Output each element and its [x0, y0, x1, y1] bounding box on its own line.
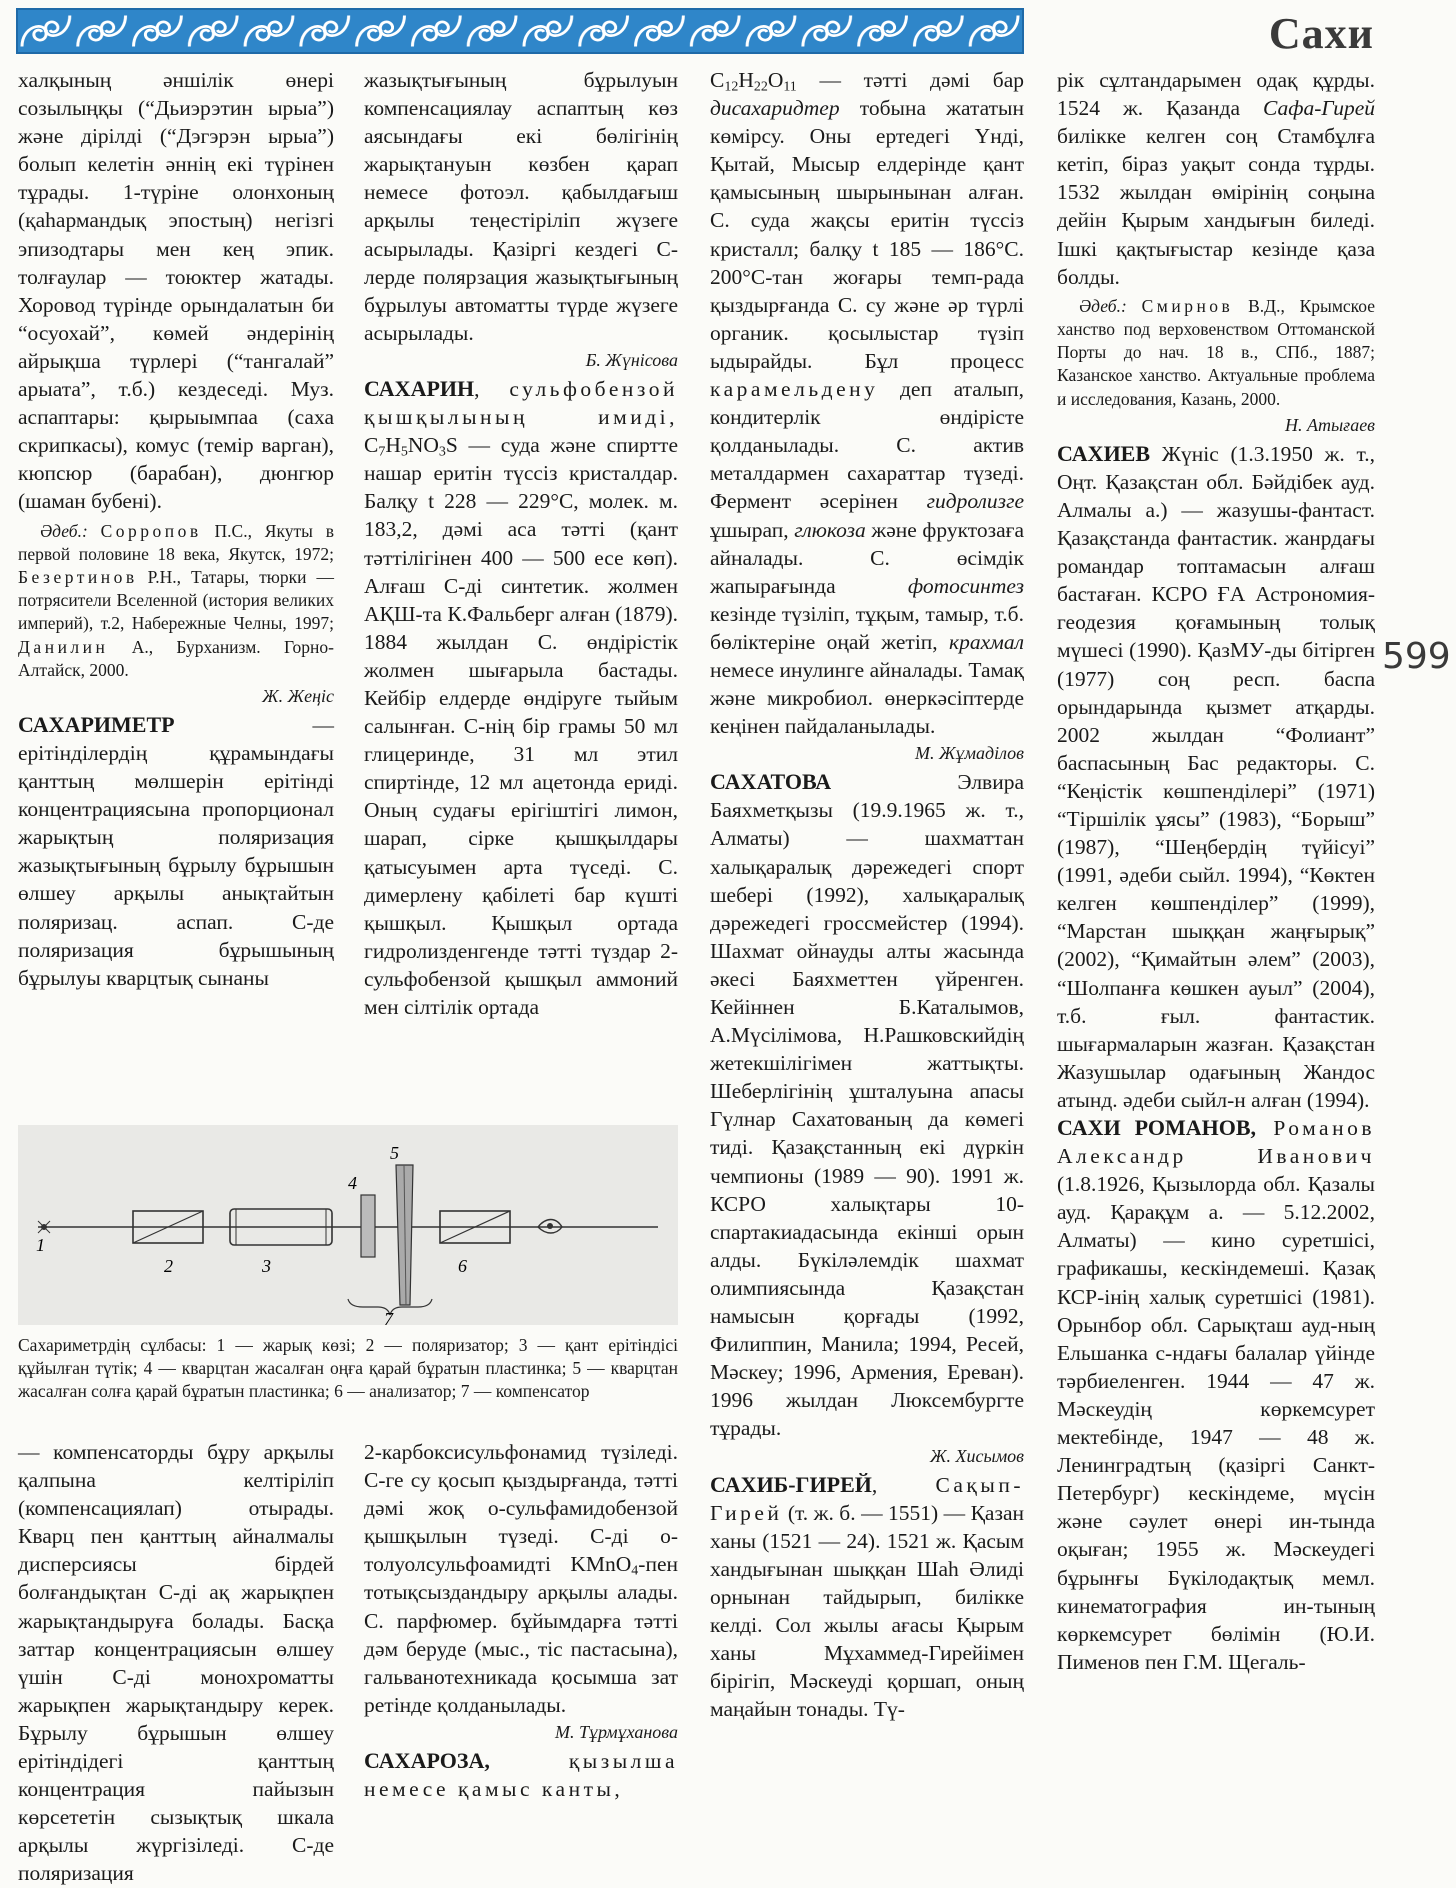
entry-headword: САХИЕВ: [1057, 440, 1151, 466]
entry-saharoza: [364, 1747, 678, 1803]
eye-icon: [538, 1220, 562, 1234]
literature-label: Әдеб.:: [1079, 295, 1127, 316]
entry-sahiev: [1057, 440, 1375, 1114]
article-author: Н. Атығаев: [1284, 414, 1375, 435]
entry-body: Жүніс (1.3.1950 ж. т., Оңт. Қазақстан обл. Бәйдібек ауд. Алмалы а.) — жазушы-фантаст. Қазақстанда фантастик. жанрдағы романдар топтамасын алғаш бастаған. КСРО ҒА Астрономия-геодезия қоғамының толық мүшесі (1990). ҚазМУ-ды бітірген (1977) соң респ. баспа орындарында қызмет атқарды. 2002 жылдан “Фолиант” баспасының Бас редакторы. С. “Кеңістік көшпенділері” (1971) “Тіршілік ұясы” (1983), “Борыш” (1987), “Шеңбердің түйісуі” (1991, әдеби сыйл. 1994), “Көктен келген көшпенділер” (1999), “Марстан шыққан жаңғырық” (2002), “Қимайтын әлем” (2003), “Шолпанға көшкен ауыл” (2004), т.б. ғыл. фантастик. шығармаларын жазған. Қазақстан Жазушылар одағының Жандос атынд. әдеби сыйл-н алған (1994).: [1057, 441, 1375, 1112]
article-author: М. Жұмаділов: [915, 743, 1024, 764]
chemical-formula: $C_7H_5NO_3S$: [364, 433, 458, 460]
running-head: Сахи: [1268, 9, 1374, 58]
entry-spaced: , сульфобензой қышқылының имиді,: [364, 376, 678, 430]
paragraph-saha-music: халқының әншілік өнері созылыңқы (“Дьиэрэтин ырыа”) және дірілді (“Дэгэрэн ырыа”) болып келетін әннің екі түрінен тұрады. 1-түріне олонхоның (қаһармандық эпостың) негізгі эпизодтары мен кең эпик. толғаулар — тоюктер жатады. Хоровод түрінде орындалатын би “осуохай”, көмей әндерінің айрықша түрлері (“тангалай” арыата”, т.б.) кездеседі. Муз. аспаптары: қырыымпаа (саха скрипкасы), комус (темір варган), кюпсюр (барабан), дюнгюр (шаман бубені).: [18, 68, 334, 514]
entry-spaced: Романов Александр Иванович: [1057, 1116, 1376, 1169]
entry-body: — ерітінділердің құрамындағы қанттың мөлшерін ерітінді концентрациясына пропорционал жарықтың поляризация жазықтығының бұрылу бұрышын өлшеу арқылы анықтайтын поляризац. аспап. С-де поляризация бұрышының бұрылуы кварцтық сынаны: [18, 712, 334, 990]
lit-body: П.С., Якуты в первой половине 18 века, Якутск, 1972;: [18, 520, 334, 564]
article-author: М. Тұрмұханова: [555, 1721, 678, 1742]
lit-author: Безертинов: [18, 566, 138, 587]
diagram-label: 4: [348, 1173, 357, 1193]
entry-body: — суда және спиртте нашар еритін түссіз кристалдар. Балқу t 228 — 229°С, молек. м. 183,2, дәмі аса тәтті (қант тәттілігінен 400 — 500 есе көп). Алғаш С-ді синтетик. жолмен АҚШ-та К.Фальберг алған (1879). 1884 жылдан С. өндірістік жолмен шығарыла бастады. Кейбір елдерде өндіруге тыйым салынған. С-нің бір грамы 50 мл глицеринде, 31 мл этил спиртінде, 12 мл ацетонда ериді. Оның судағы ерігіштігі лимон, шарап, сірке қышқылдары қатысуымен арта түседі. С. димерлену қабілеті бар күшті қышқыл. Қышқыл ортада гидролизденгенде тәтті түздар 2-сульфобензой қышқыл аммоний мен сілтілік ортада: [364, 433, 678, 1019]
literature-label: Әдеб.:: [40, 520, 88, 541]
diagram-label: 1: [36, 1235, 45, 1255]
entry-headword: САХАРИМЕТР: [18, 711, 175, 737]
ornamental-border-icon: [18, 10, 1022, 52]
column-4: [1057, 66, 1375, 1872]
entry-body: (1.8.1926, Қызылорда обл. Қазалы ауд. Қарақұм а. — 5.12.2002, Алматы) — кино суретшісі, графикашы, кескіндемеші. Қазақ КСР-інің халық суретшісі (1981). Орынбор обл. Сарықташ ауд-ның Ельшанка с-ндағы балалар үйінде тәрбиеленген. 1944 — 47 ж. Мәскеудің көркемсурет мектебінде, 1947 — 48 ж. Ленинградтың (қазіргі Санкт-Петербург) кескіндеме, мүсін және сәулет өнері ин-тында оқыған; 1955 ж. Мәскеудегі бұрынғы Бүкілодақтық мемл. кинематография ин-тының көркемсурет бөлімін (Ю.И. Пименов пен Г.М. Щегаль-: [1057, 1172, 1375, 1674]
entry-sahi-romanov: [1057, 1114, 1375, 1676]
article-author: Ж. Жеңіс: [262, 685, 334, 706]
paragraph-sahib-cont: рік сұлтандарымен одақ құрды. 1524 ж. Қазанда Сафа-Гирей билікке келген соң Стамбұлға кетіп, біраз уақыт сонда тұрды. 1532 жылдан өмірінің соңына дейін Қырым хандығын биледі. Ішкі қақтығыстар кезінде қаза болды.: [1057, 68, 1375, 289]
entry-spaced: қызылша немесе қамыс канты,: [364, 1748, 678, 1802]
chemical-formula: $C_{12}H_{22}O_{11}$: [710, 68, 797, 95]
entry-spaced: , Сақып-Гирей: [710, 1472, 1024, 1525]
diagram-label: 6: [458, 1256, 467, 1276]
paragraph-saharin-end: 2-карбоксисульфонамид түзіледі. С-ге су қосып қыздырғанда, тәтті дәмі жоқ о-сульфамидобензой қышқылын түзеді. С-ді о-толуолсульфоамидті KMnO$_4$-пен тотықсыздандыру арқылы алады. С. парфюмер. бұйымдарға тәтті дәм беруде (мыс., тіс пастасына), гальванотехникада қосымша зат ретінде қолданылады.: [364, 1440, 678, 1717]
entry-headword: САХИБ-ГИРЕЙ: [710, 1471, 872, 1497]
entry-saharimetr: [18, 711, 334, 992]
lit-body: А., Бурханизм. Горно-Алтайск, 2000.: [18, 636, 334, 680]
diagram-label: 2: [164, 1256, 173, 1276]
lit-author: Данилин: [18, 636, 109, 657]
saharimetr-diagram: [18, 1125, 678, 1325]
paragraph-saharoza-cont: $C_{12}H_{22}O_{11}$ — тәтті дәмі бар дисахаридтер тобына жататын көмірсу. Оны ертедегі Үнді, Қытай, Мысыр елдерінде қант қамысының шырынынан алған. С. суда жақсы еритін түссіз кристалл; балқу t 185 — 186°С. 200°С-тан жоғары темп-рада қыздырғанда С. су және әр түрлі органик. қосылыстар түзіп ыдырайды. Бұл процесс карамельдену деп аталып, кондитерлік өндірісте қолданылады. С. актив металдармен сахараттар түзеді. Фермент әсерінен гидролизге ұшырап, глюкоза және фруктозаға айналады. С. өсімдік жапырағында фотосинтез кезінде түзіліп, тұқым, тамыр, т.б. бөліктеріне оңай жетіп, крахмал немесе инулинге айналады. Тамақ және микробиол. өнеркәсіптерде кеңінен пайдаланылады.: [710, 68, 1024, 739]
column-1: [18, 66, 334, 992]
column-3: [710, 66, 1024, 1872]
entry-headword: САХАТОВА: [710, 769, 832, 795]
diagram-label: 3: [262, 1256, 271, 1276]
diagram-label: 5: [390, 1143, 399, 1163]
article-author: Б. Жүнісова: [585, 349, 678, 370]
entry-sahatova: [710, 768, 1024, 1442]
entry-saharin: [364, 375, 678, 1021]
entry-headword: САХАРОЗА,: [364, 1747, 490, 1773]
entry-body: (т. ж. б. — 1551) — Қазан ханы (1521 — 24). 1521 ж. Қасым хандығынан шыққан Шаһ Әлиді орнынан тайдырып, билікке келді. Сол жылы ағасы Қырым ханы Мұхаммед-Гирейімен бірігіп, Мәскеуді қоршап, оның маңайын тонады. Тү-: [710, 1500, 1024, 1722]
entry-headword: САХИ РОМАНОВ,: [1057, 1115, 1257, 1141]
column-1-bottom: [18, 1438, 334, 1888]
entry-body: Элвира Баяхметқызы (19.9.1965 ж. т., Алматы) — шахматтан халықаралық дәрежедегі спорт шебері (1992), халықаралық дәрежедегі гроссмейстер (1994). Шахмат ойнауды алты жасында әкесі Баяхметтен үйренген. Кейіннен Б.Каталымов, А.Мүсілімова, Н.Рашковскийдің жетекшілігімен жаттықты. Шеберлігінің ұшталуына апасы Гүлнар Сахатованың да көмегі тиді. Қазақстанның екі дүркін чемпионы (1989 — 90). 1991 ж. КСРО халықтары 10-спартакиадасында екінші орын алды. Бүкіләлемдік шахмат олимпиясында Қазақстан намысын қорғады (1992, Филиппин, Манила; 1994, Ресей, Мәскеу; 1996, Армения, Ереван). 1996 жылдан Люксембургте тұрады.: [710, 770, 1024, 1441]
column-2-bottom: [364, 1438, 678, 1803]
paragraph-saharimetr-cont: жазықтығының бұрылуын компенсациялау аспаптың көз аясындағы екі бөлігінің жарықтануын көзбен қарап немесе фотоэл. қабылдағыш арқылы теңестіріліп жүзеге асырылады. Қазіргі кездегі С-лерде полярзация жазықтығының бұрылуы автоматты түрде жүзеге асырылады.: [364, 68, 678, 345]
lit-author: Смирнов: [1141, 295, 1234, 316]
page-number: 599: [1382, 636, 1451, 677]
entry-headword: САХАРИН: [364, 375, 475, 401]
literature-note: [18, 520, 334, 682]
lit-body: Р.Н., Татары, тюрки — потрясители Вселенной (история великих империй), т.2, Набережные Челны, 1997;: [18, 566, 334, 634]
lit-author: Сорропов: [100, 520, 202, 541]
figure-caption: Сахариметрдің сұлбасы: 1 — жарық көзі; 2 — поляризатор; 3 — қант ерітіндісі құйылған түтік; 4 — кварцтан жасалған оңға қарай бұратын пластинка; 5 — кварцтан жасалған солға қарай бұратын пластинка; 6 — анализатор; 7 — компенсатор: [18, 1335, 678, 1401]
paragraph-saharimetr-end: — компенсаторды бұру арқылы қалпына келтіріліп (компенсациялап) отырады. Кварц пен қанттың айналмалы дисперсиясы бірдей болғандықтан С-ді ақ жарықпен жарықтандыруға болады. Басқа заттар концентрациясын өлшеу үшін С-ді монохроматты жарықпен жарықтандыру керек. Бұрылу бұрышын өлшеу ерітіндідегі қанттың концентрация пайызын көрсететін сызықтық шкала арқылы жүргізіледі. С-де поляризация: [18, 1440, 334, 1886]
column-2: [364, 66, 678, 1021]
entry-sahib-girey: [710, 1471, 1024, 1724]
diagram-svg: [18, 1125, 678, 1325]
ornamental-border: [16, 8, 1024, 54]
lit-body: В.Д., Крымское ханство под верховенством Оттоманской Порты до нач. 18 в., СПб., 1887; Казанское ханство. Актуальные проблема и исследования, Казань, 2000.: [1057, 295, 1376, 409]
diagram-label: 7: [384, 1309, 393, 1325]
literature-note: [1057, 295, 1375, 411]
article-author: Ж. Хисымов: [930, 1445, 1024, 1466]
